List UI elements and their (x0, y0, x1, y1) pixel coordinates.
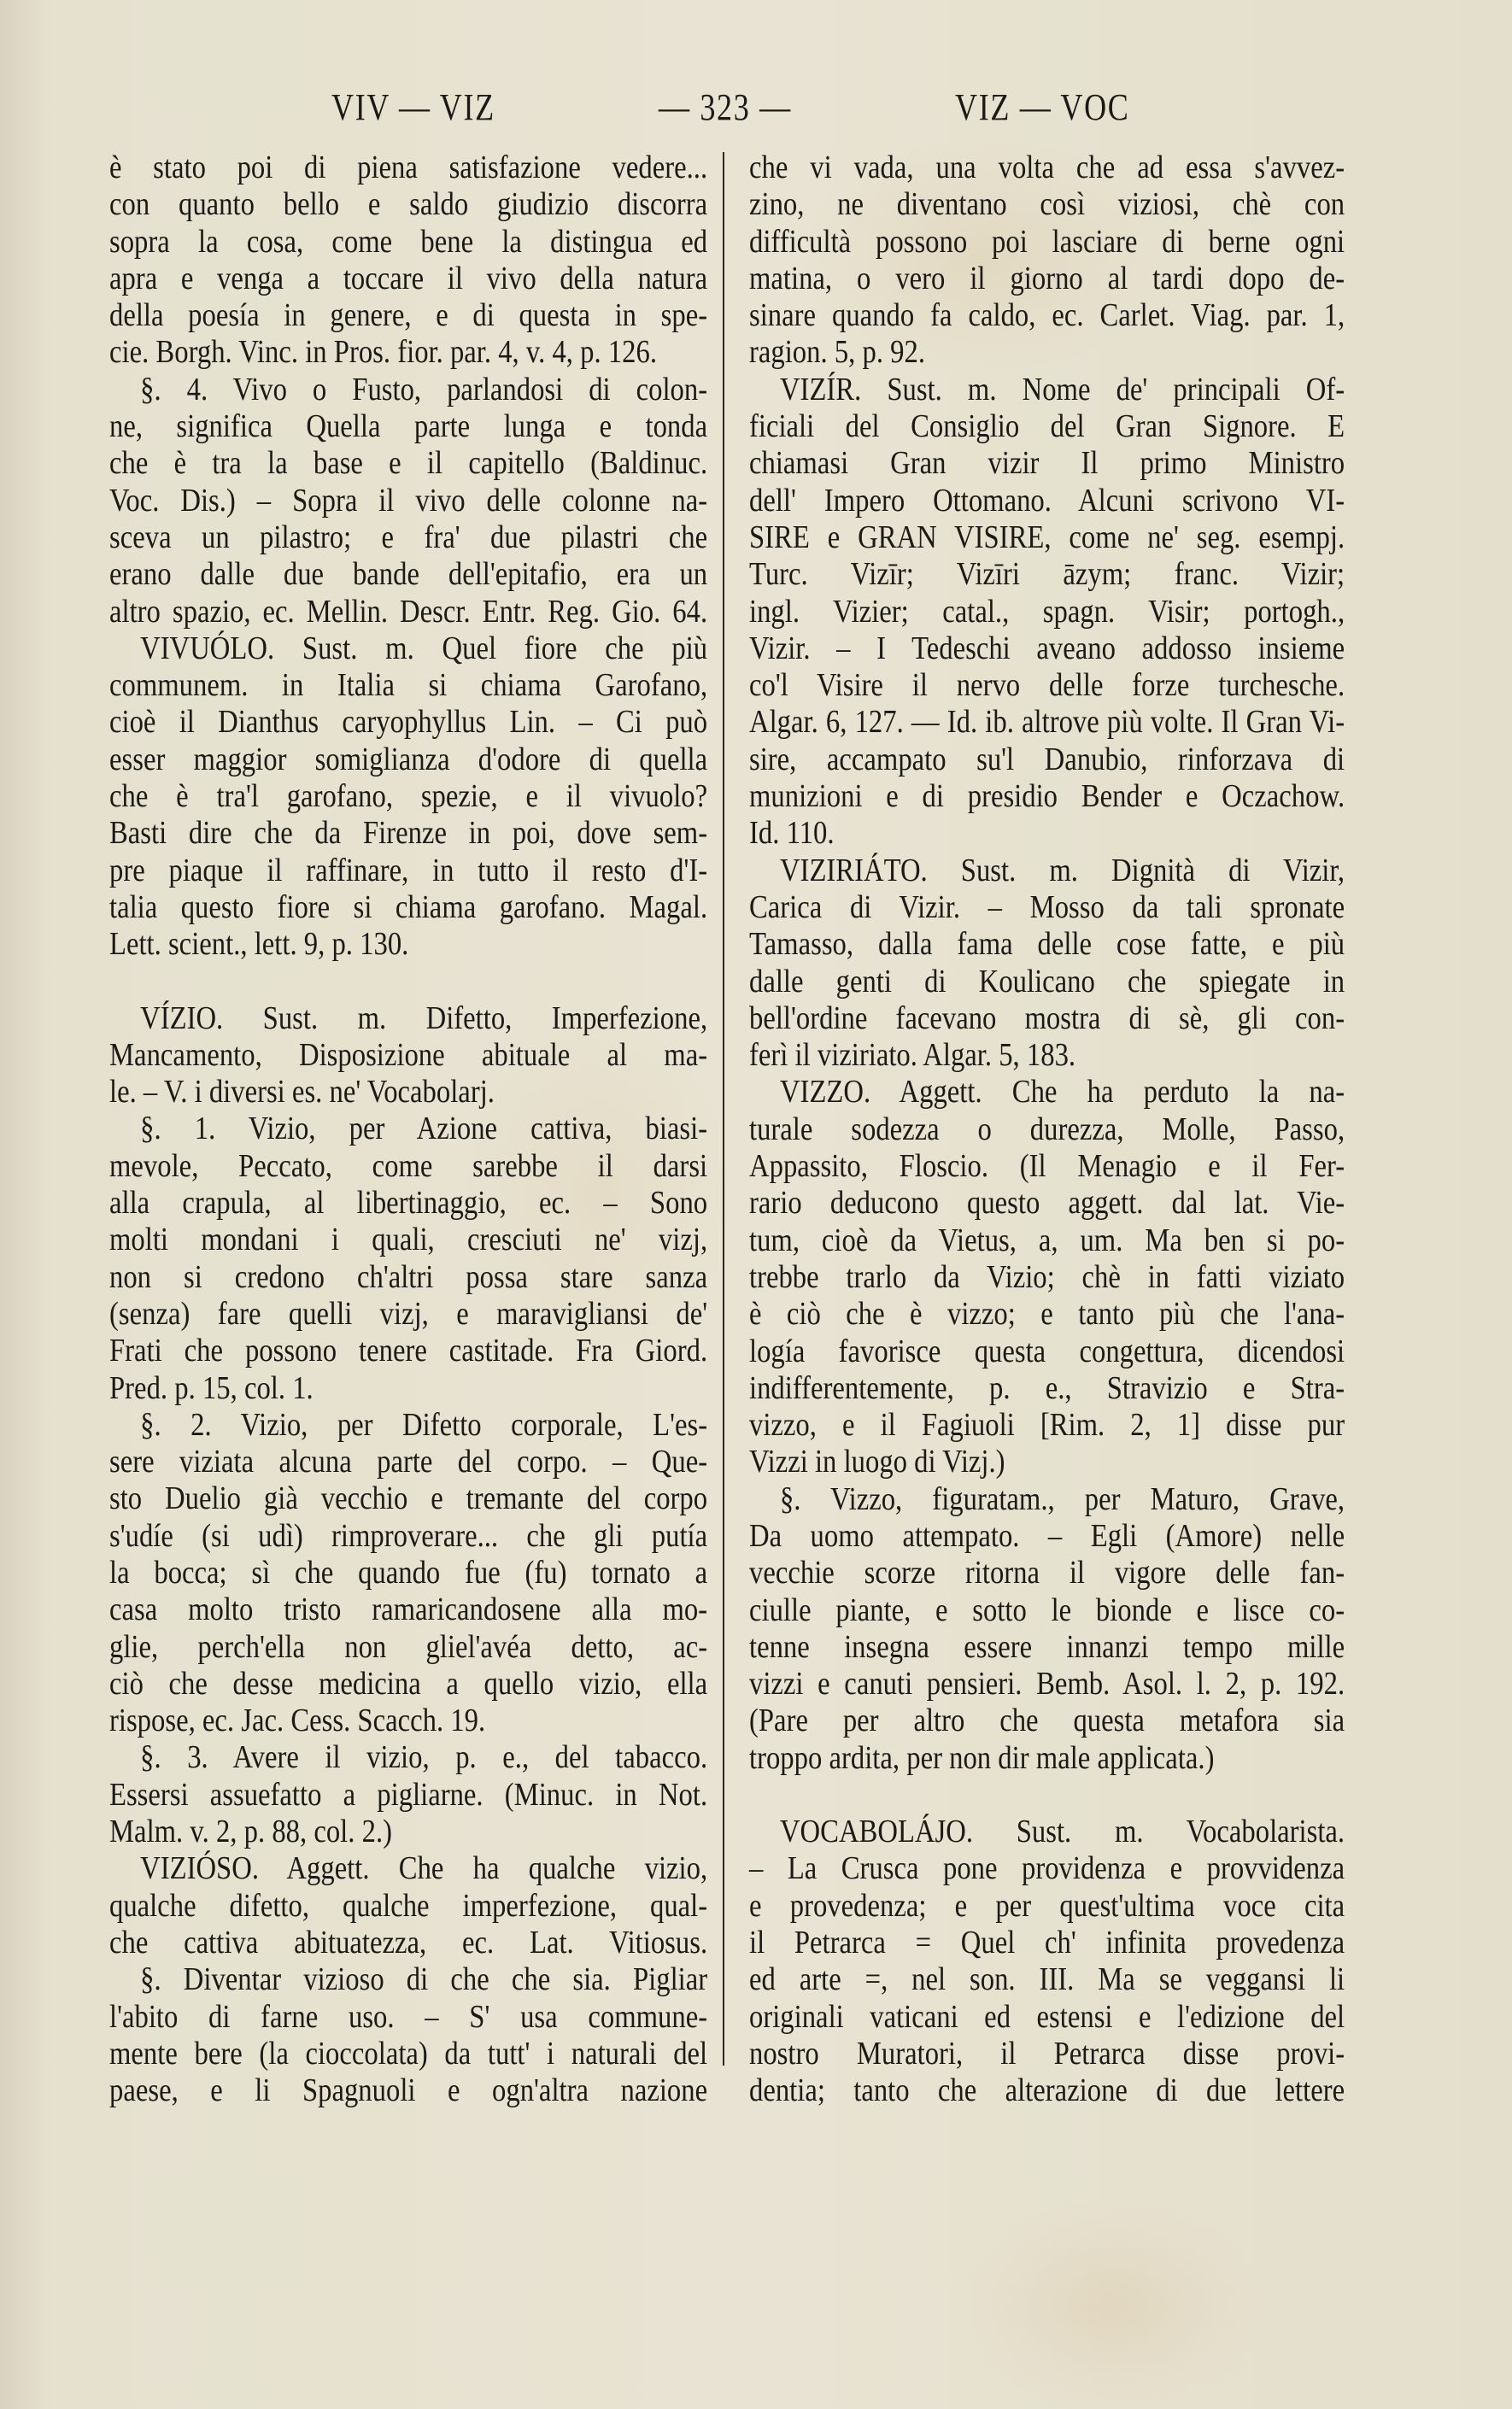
text-line: cioè il Dianthus caryophyllus Lin. – Ci può (109, 704, 708, 741)
text-line: mevole, Peccato, come sarebbe il darsi (109, 1147, 708, 1184)
text-line: Tamasso, dalla fama delle cose fatte, e più (749, 926, 1345, 963)
text-line: che è tra la base e il capitello (Baldinuc. (109, 445, 708, 482)
text-line: dalle genti di Koulicano che spiegate in (749, 963, 1345, 999)
text-line: sere viziata alcuna parte del corpo. – Que- (109, 1444, 708, 1480)
entry-start-line: §. 4. Vivo o Fusto, parlandosi di colon- (140, 371, 708, 407)
text-line: e provedenza; e per quest'ultima voce cita (749, 1887, 1345, 1924)
text-line: ciò che desse medicina a quello vizio, ella (109, 1665, 708, 1702)
entry-start-line: VÍZIO. Sust. m. Difetto, Imperfezione, (140, 999, 708, 1036)
entry-start-line: VIZZO. Aggett. Che ha perduto la na- (779, 1074, 1345, 1111)
text-line: sceva un pilastro; e fra' due pilastri che (109, 519, 708, 555)
text-line: ciulle piante, e sotto le bionde e lisce co- (749, 1591, 1345, 1628)
text-line: ne, significa Quella parte lunga e tonda (109, 408, 708, 445)
section-gap (109, 964, 707, 1000)
entry-start-line: §. 2. Vizio, per Difetto corporale, L'es- (140, 1406, 708, 1443)
text-line: ferì il viziriato. Algar. 5, 183. (749, 1037, 1076, 1074)
text-line: Malm. v. 2, p. 88, col. 2.) (109, 1814, 393, 1850)
text-line: dell' Impero Ottomano. Alcuni scrivono VI- (749, 482, 1345, 519)
text-line: rispose, ec. Jac. Cess. Scacch. 19. (109, 1703, 486, 1739)
text-line: – La Crusca pone providenza e provvidenza (749, 1850, 1345, 1887)
text-line: con quanto bello e saldo giudizio discorra (109, 186, 708, 223)
entry-start-line: VIZIRIÁTO. Sust. m. Dignità di Vizir, (779, 852, 1345, 888)
text-line: che è tra'l garofano, spezie, e il vivuolo? (109, 778, 708, 815)
text-line: indifferentemente, p. e., Stravizio e Stra- (749, 1369, 1345, 1406)
text-line: vizzi e canuti pensieri. Bemb. Asol. l. 2, p. 192. (749, 1666, 1345, 1703)
text-line: l'abito di farne uso. – S' usa commune- (109, 1998, 708, 2035)
text-line: Algar. 6, 127. — Id. ib. altrove più volte. Il Gran Vi- (749, 704, 1345, 741)
text-line: sinare quando fa caldo, ec. Carlet. Viag. par. 1, (749, 297, 1345, 334)
text-line: Essersi assuefatto a pigliarne. (Minuc. in Not. (109, 1776, 708, 1813)
text-line: è stato poi di piena satisfazione vedere... (109, 149, 708, 185)
right-column (749, 149, 1345, 2109)
text-line: che cattiva abituatezza, ec. Lat. Vitiosus. (109, 1924, 708, 1961)
text-line: erano dalle due bande dell'epitafio, era un (109, 556, 708, 593)
text-line: rario deducono questo aggett. dal lat. Vie- (749, 1185, 1345, 1222)
text-line: trebbe trarlo da Vizio; chè in fatti viziato (749, 1258, 1345, 1295)
text-line: è ciò che è vizzo; e tanto più che l'ana- (749, 1296, 1345, 1333)
text-line: matina, o vero il giorno al tardi dopo de- (749, 260, 1345, 296)
header-left-guide-words: VIV — VIZ (331, 86, 495, 128)
text-line: SIRE e GRAN VISIRE, come ne' seg. esempj. (749, 519, 1345, 555)
text-line: sto Duelio già vecchio e tremante del corpo (109, 1480, 708, 1517)
text-line: mente bere (la cioccolata) da tutt' i naturali del (109, 2035, 708, 2072)
text-line: bell'ordine facevano mostra di sè, gli con- (749, 999, 1345, 1036)
text-line: ragion. 5, p. 92. (749, 334, 926, 371)
text-line: Pred. p. 15, col. 1. (109, 1369, 314, 1406)
text-line: Turc. Vizīr; Vizīri āzym; franc. Vizir; (749, 556, 1345, 593)
page-number: — 323 — (659, 86, 792, 128)
text-line: Id. 110. (749, 815, 835, 852)
entry-start-line: §. 3. Avere il vizio, p. e., del tabacco. (140, 1739, 708, 1776)
text-line: troppo ardita, per non dir male applicata.) (749, 1739, 1215, 1776)
text-line: ingl. Vizier; catal., spagn. Visir; portogh., (749, 593, 1345, 630)
text-line: sire, accampato su'l Danubio, rinforzava di (749, 741, 1345, 777)
text-line: vecchie scorze ritorna il vigore delle fan- (749, 1555, 1345, 1591)
text-line: Da uomo attempato. – Egli (Amore) nelle (749, 1517, 1345, 1554)
column-divider (723, 152, 724, 2066)
text-line: il Petrarca = Quel ch' infinita provedenza (749, 1924, 1345, 1961)
text-line: molti mondani i quali, cresciuti ne' vizj, (109, 1222, 708, 1258)
section-gap (749, 1777, 1345, 1814)
entry-start-line: VIZÍR. Sust. m. Nome de' principali Of- (779, 371, 1345, 407)
text-line: (senza) fare quelli vizj, e maravigliansi de' (109, 1295, 708, 1332)
text-line: Vizir. – I Tedeschi aveano addosso insieme (749, 630, 1345, 666)
text-line: Voc. Dis.) – Sopra il vivo delle colonne na- (109, 482, 708, 519)
entry-start-line: §. Vizzo, figuratam., per Maturo, Grave, (779, 1480, 1345, 1517)
text-line: cie. Borgh. Vinc. in Pros. fior. par. 4, v. 4, p. 126. (109, 334, 658, 371)
text-line: altro spazio, ec. Mellin. Descr. Entr. Reg. Gio. 64. (109, 593, 708, 630)
entry-start-line: §. Diventar vizioso di che che sia. Pigliar (140, 1961, 708, 1998)
text-line: ficiali del Consiglio del Gran Signore. E (749, 408, 1345, 445)
text-line: paese, e li Spagnuoli e ogn'altra nazione (109, 2072, 708, 2109)
text-line: logía favorisce questa congettura, dicendosi (749, 1333, 1345, 1369)
text-line: pre piaque il raffinare, in tutto il resto d'I- (109, 852, 708, 888)
text-line: Frati che possono tenere castitade. Fra Giord. (109, 1333, 708, 1369)
text-line: chiamasi Gran vizir Il primo Ministro (749, 445, 1345, 482)
text-line: della poesía in genere, e di questa in spe- (109, 297, 708, 334)
entry-start-line: VIZIÓSO. Aggett. Che ha qualche vizio, (140, 1850, 708, 1887)
text-line: glie, perch'ella non gliel'avéa detto, ac- (109, 1628, 708, 1665)
text-line: che vi vada, una volta che ad essa s'avvez- (749, 149, 1345, 185)
text-line: Mancamento, Disposizione abituale al ma- (109, 1036, 708, 1073)
text-line: casa molto tristo ramaricandosene alla mo- (109, 1591, 708, 1628)
entry-start-line: VOCABOLÁJO. Sust. m. Vocabolarista. (779, 1814, 1345, 1850)
text-line: sopra la cosa, come bene la distingua ed (109, 223, 708, 260)
text-line: originali vaticani ed estensi e l'edizione del (749, 1998, 1345, 2035)
text-line: dentia; tanto che alterazione di due lettere (749, 2072, 1345, 2109)
text-line: s'udíe (si udì) rimproverare... che gli putía (109, 1517, 708, 1554)
running-header (0, 85, 1512, 137)
text-line: Appassito, Floscio. (Il Menagio e il Fer- (749, 1148, 1345, 1185)
text-line: nostro Muratori, il Petrarca disse provi- (749, 2035, 1345, 2072)
text-line: tum, cioè da Vietus, a, um. Ma ben si po- (749, 1222, 1345, 1258)
text-line: ed arte =, nel son. III. Ma se veggansi li (749, 1961, 1345, 1998)
left-column (109, 149, 707, 2109)
text-line: la bocca; sì che quando fue (fu) tornato a (109, 1554, 708, 1591)
text-line: difficultà possono poi lasciare di berne ogni (749, 223, 1345, 260)
text-line: (Pare per altro che questa metafora sia (749, 1703, 1345, 1739)
entry-start-line: VIVUÓLO. Sust. m. Quel fiore che più (140, 630, 708, 666)
text-line: co'l Visire il nervo delle forze turchesche. (749, 667, 1345, 704)
text-line: qualche difetto, qualche imperfezione, qual- (109, 1887, 708, 1924)
text-line: esser maggior somiglianza d'odore di quella (109, 741, 708, 777)
text-line: talia questo fiore si chiama garofano. Magal. (109, 888, 708, 925)
text-line: munizioni e di presidio Bender e Oczachow. (749, 778, 1345, 815)
text-line: non si credono ch'altri possa stare sanza (109, 1258, 708, 1295)
text-line: Carica di Vizir. – Mosso da tali spronate (749, 888, 1345, 925)
text-line: Vizzi in luogo di Vizj.) (749, 1444, 1005, 1480)
entry-start-line: §. 1. Vizio, per Azione cattiva, biasi- (140, 1111, 708, 1147)
text-line: turale sodezza o durezza, Molle, Passo, (749, 1111, 1345, 1147)
text-line: Basti dire che da Firenze in poi, dove sem- (109, 815, 708, 852)
text-line: Lett. scient., lett. 9, p. 130. (109, 926, 409, 963)
header-right-guide-words: VIZ — VOC (955, 86, 1130, 128)
text-line: zino, ne diventano così viziosi, chè con (749, 186, 1345, 223)
text-line: le. – V. i diversi es. ne' Vocabolarj. (109, 1074, 495, 1111)
text-line: communem. in Italia si chiama Garofano, (109, 667, 708, 704)
text-line: alla crapula, al libertinaggio, ec. – Sono (109, 1185, 708, 1222)
text-line: apra e venga a toccare il vivo della natura (109, 260, 708, 296)
text-line: tenne insegna essere innanzi tempo mille (749, 1628, 1345, 1665)
text-line: vizzo, e il Fagiuoli [Rim. 2, 1] disse pur (749, 1407, 1345, 1444)
